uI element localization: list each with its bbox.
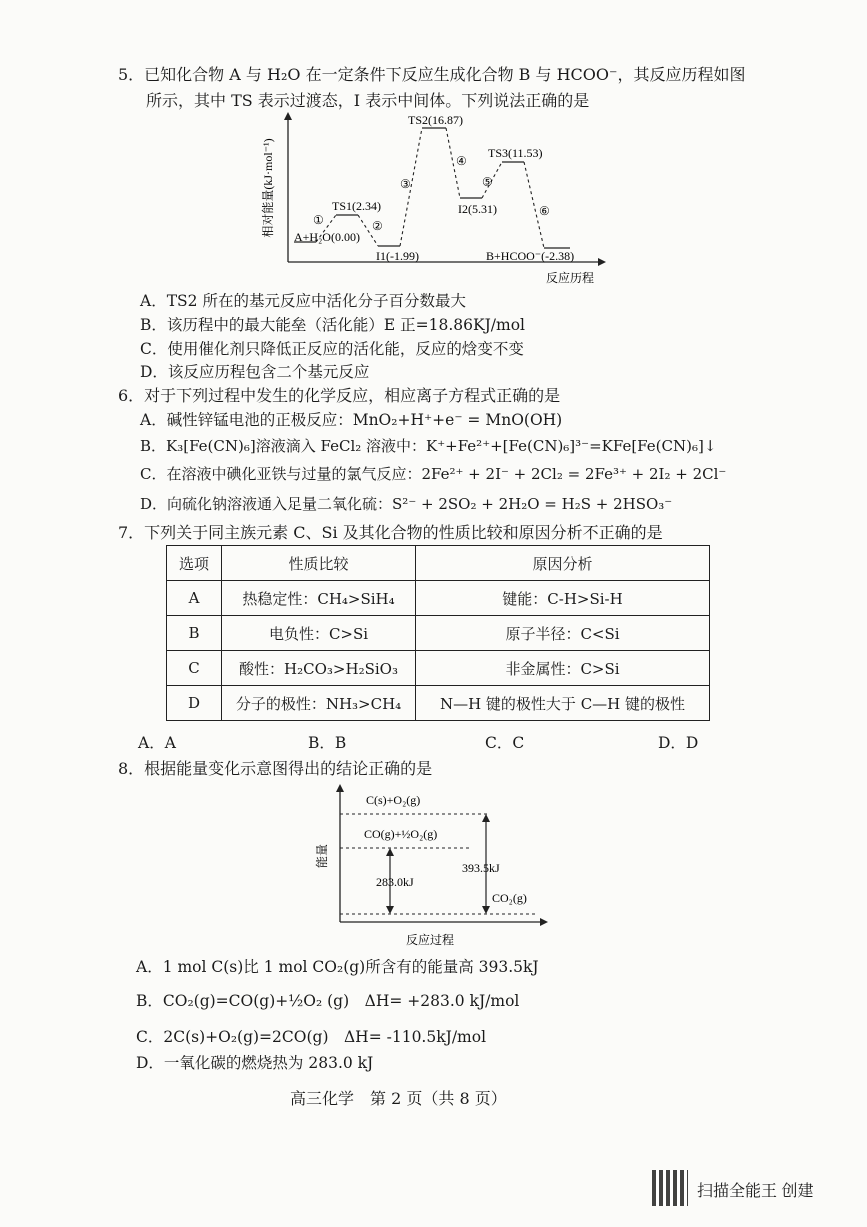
label-TS2: TS2(16.87) — [408, 113, 463, 127]
step-3: ③ — [400, 177, 411, 191]
q7-choice-b: B．B — [308, 734, 347, 752]
q7-header-option: 选项 — [167, 546, 222, 581]
q8-delta-small: 283.0kJ — [376, 875, 414, 889]
q7-cell: 电负性：C>Si — [222, 616, 416, 651]
q5-option-d: D．该反应历程包含二个基元反应 — [140, 363, 370, 381]
q8-x-axis-label: 反应过程 — [406, 933, 455, 947]
q8-level-bottom: CO₂(g) — [492, 891, 527, 905]
label-TS1: TS1(2.34) — [332, 199, 381, 213]
q6-option-a: A．碱性锌锰电池的正极反应：MnO₂+H⁺+e⁻ = MnO(OH) — [140, 411, 563, 429]
table-row — [167, 686, 710, 721]
q7-cell: D — [167, 686, 222, 721]
table-row — [167, 616, 710, 651]
step-4: ④ — [456, 154, 467, 168]
y-axis-arrow — [336, 784, 344, 792]
q6-stem: 6．对于下列过程中发生的化学反应，相应离子方程式正确的是 — [118, 386, 561, 405]
step-5: ⑤ — [482, 175, 493, 189]
q8-energy-diagram — [310, 782, 560, 954]
q8-option-d: D．一氧化碳的燃烧热为 283.0 kJ — [136, 1054, 374, 1072]
q6-option-b: B．K₃[Fe(CN)₆]溶液滴入 FeCl₂ 溶液中：K⁺+Fe²⁺+[Fe(CN)₆]³⁻=KFe[Fe(CN)₆]↓ — [140, 437, 717, 455]
q5-option-c: C．使用催化剂只降低正反应的活化能，反应的焓变不变 — [140, 340, 524, 358]
q7-cell: 酸性：H₂CO₃>H₂SiO₃ — [222, 651, 416, 686]
q8-level-top: C(s)+O₂(g) — [366, 793, 421, 807]
q5-stem-line1: 5．已知化合物 A 与 H₂O 在一定条件下反应生成化合物 B 与 HCOO⁻，其反应历程如图 — [118, 65, 746, 84]
q7-cell: 热稳定性：CH₄>SiH₄ — [222, 581, 416, 616]
q8-delta-large: 393.5kJ — [462, 861, 500, 875]
q7-cell: 键能：C-H>Si-H — [416, 581, 710, 616]
step-1: ① — [313, 213, 324, 227]
q7-header-reason: 原因分析 — [416, 546, 710, 581]
step-6: ⑥ — [539, 204, 550, 218]
q7-cell: 非金属性：C>Si — [416, 651, 710, 686]
label-TS3: TS3(11.53) — [488, 146, 543, 160]
q5-energy-diagram — [260, 110, 620, 290]
q7-choice-c: C．C — [485, 734, 525, 752]
q7-cell: B — [167, 616, 222, 651]
q7-cell: 分子的极性：NH₃>CH₄ — [222, 686, 416, 721]
q7-cell: C — [167, 651, 222, 686]
q7-cell: 原子半径：C<Si — [416, 616, 710, 651]
table-row — [167, 651, 710, 686]
label-I2: I2(5.31) — [458, 202, 497, 216]
q5-stem-line2: 所示，其中 TS 表示过渡态，I 表示中间体。下列说法正确的是 — [146, 91, 590, 110]
label-A: A+H₂O(0.00) — [294, 230, 360, 244]
q8-option-c: C．2C(s)+O₂(g)=2CO(g) ΔH= -110.5kJ/mol — [136, 1028, 487, 1046]
q5-option-a: A．TS2 所在的基元反应中活化分子百分数最大 — [140, 292, 466, 310]
x-axis-arrow — [598, 258, 606, 266]
q8-option-b: B．CO₂(g)=CO(g)+½O₂ (g) ΔH= +283.0 kJ/mol — [136, 992, 520, 1010]
x-axis-arrow — [540, 918, 548, 926]
q7-stem: 7．下列关于同主族元素 C、Si 及其化合物的性质比较和原因分析不正确的是 — [118, 523, 663, 542]
table-row — [167, 581, 710, 616]
x-axis-label: 反应历程 — [546, 271, 595, 285]
q7-cell: N—H 键的极性大于 C—H 键的极性 — [416, 686, 710, 721]
q6-option-c: C．在溶液中碘化亚铁与过量的氯气反应：2Fe²⁺ + 2I⁻ + 2Cl₂ = 2Fe³⁺ + 2I₂ + 2Cl⁻ — [140, 465, 727, 483]
q8-stem: 8．根据能量变化示意图得出的结论正确的是 — [118, 759, 433, 778]
label-B: B+HCOO⁻(-2.38) — [486, 249, 575, 263]
label-I1: I1(-1.99) — [376, 249, 419, 263]
q7-table — [166, 545, 710, 721]
q7-cell: A — [167, 581, 222, 616]
q8-option-a: A．1 mol C(s)比 1 mol CO₂(g)所含有的能量高 393.5kJ — [136, 958, 539, 976]
step-2: ② — [372, 219, 383, 233]
q7-choice-a: A．A — [138, 734, 176, 752]
y-axis-label: 相对能量(kJ·mol⁻¹) — [261, 138, 275, 238]
q7-header-property: 性质比较 — [222, 546, 416, 581]
scanner-watermark: 扫描全能王 创建 — [697, 1183, 814, 1200]
page-footer: 高三化学 第 2 页（共 8 页） — [290, 1089, 507, 1108]
q5-option-b: B．该历程中的最大能垒（活化能）E 正=18.86KJ/mol — [140, 316, 525, 334]
q8-level-mid: CO(g)+½O₂(g) — [364, 827, 438, 841]
q6-option-d: D．向硫化钠溶液通入足量二氧化硫：S²⁻ + 2SO₂ + 2H₂O = H₂S + 2HSO₃⁻ — [140, 495, 673, 513]
y-axis-arrow — [284, 112, 292, 120]
q8-y-axis-label: 能量 — [315, 843, 329, 869]
q7-choice-d: D．D — [658, 734, 699, 752]
qr-code-icon — [652, 1170, 688, 1206]
